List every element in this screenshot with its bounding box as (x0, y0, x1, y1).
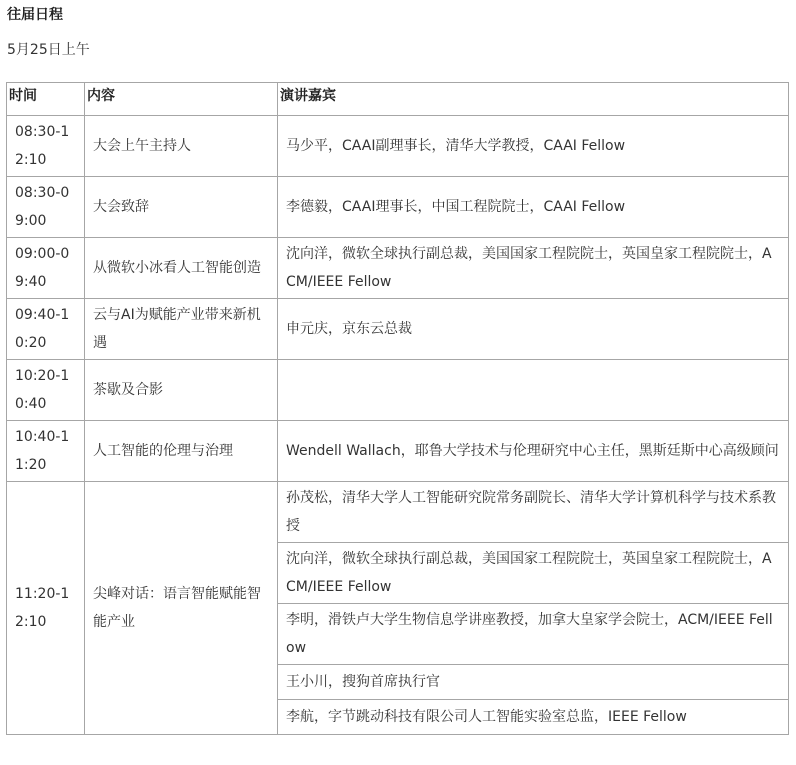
row-time: 08:30-12:10 (7, 116, 85, 177)
panel-speaker: 沈向洋，微软全球执行副总裁，美国国家工程院院士，英国皇家工程院院士，ACM/IEEE Fellow (278, 543, 789, 604)
schedule-table (6, 82, 789, 735)
panel-speaker: 李航，字节跳动科技有限公司人工智能实验室总监，IEEE Fellow (278, 700, 789, 735)
panel-content: 尖峰对话：语言智能赋能智能产业 (85, 482, 278, 735)
table-row (7, 238, 789, 299)
row-speaker: 李德毅，CAAI理事长，中国工程院院士，CAAI Fellow (278, 177, 789, 238)
row-content: 云与AI为赋能产业带来新机遇 (85, 299, 278, 360)
table-row (7, 360, 789, 421)
row-speaker: Wendell Wallach，耶鲁大学技术与伦理研究中心主任，黑斯廷斯中心高级顾问 (278, 421, 789, 482)
header-time: 时间 (7, 83, 85, 116)
table-header-row (7, 83, 789, 116)
table-row-panel (7, 482, 789, 543)
row-speaker: 马少平，CAAI副理事长，清华大学教授，CAAI Fellow (278, 116, 789, 177)
row-speaker: 沈向洋，微软全球执行副总裁，美国国家工程院院士，英国皇家工程院院士，ACM/IEEE Fellow (278, 238, 789, 299)
table-row (7, 116, 789, 177)
row-time: 10:20-10:40 (7, 360, 85, 421)
schedule-date: 5月25日上午 (7, 42, 90, 58)
table-row (7, 421, 789, 482)
row-content: 大会上午主持人 (85, 116, 278, 177)
section-title: 往届日程 (7, 7, 63, 23)
row-time: 09:00-09:40 (7, 238, 85, 299)
row-content: 从微软小冰看人工智能创造 (85, 238, 278, 299)
row-content: 人工智能的伦理与治理 (85, 421, 278, 482)
header-speaker: 演讲嘉宾 (278, 83, 789, 116)
panel-speaker: 王小川，搜狗首席执行官 (278, 665, 789, 700)
row-speaker: 申元庆，京东云总裁 (278, 299, 789, 360)
header-content: 内容 (85, 83, 278, 116)
panel-speaker: 李明，滑铁卢大学生物信息学讲座教授，加拿大皇家学会院士，ACM/IEEE Fellow (278, 604, 789, 665)
panel-speaker: 孙茂松，清华大学人工智能研究院常务副院长、清华大学计算机科学与技术系教授 (278, 482, 789, 543)
panel-time: 11:20-12:10 (7, 482, 85, 735)
table-row (7, 299, 789, 360)
row-time: 08:30-09:00 (7, 177, 85, 238)
row-content: 大会致辞 (85, 177, 278, 238)
row-time: 09:40-10:20 (7, 299, 85, 360)
row-content: 茶歇及合影 (85, 360, 278, 421)
row-time: 10:40-11:20 (7, 421, 85, 482)
row-speaker (278, 360, 789, 421)
table-row (7, 177, 789, 238)
